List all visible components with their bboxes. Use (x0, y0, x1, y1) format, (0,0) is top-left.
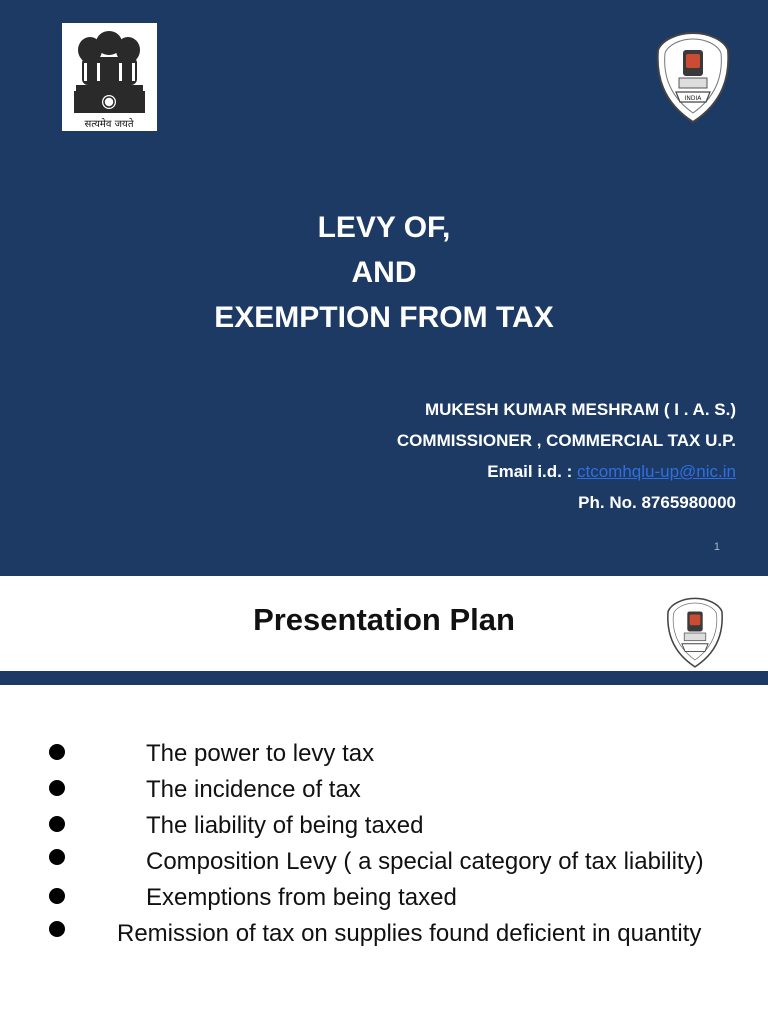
bullet-dot-icon (49, 921, 65, 937)
bullet-dot-icon (49, 849, 65, 865)
author-role: COMMISSIONER , COMMERCIAL TAX U.P. (396, 431, 736, 450)
author-block (397, 394, 736, 518)
email-label: Email i.d. : (487, 462, 577, 481)
list-item-text: Remission of tax on supplies found deficient in quantity (117, 920, 702, 947)
page-number: 1 (713, 541, 720, 553)
emblem-motto: सत्यमेव जयते (84, 119, 134, 130)
list-item-text: The power to levy tax (146, 740, 375, 767)
national-emblem-icon (62, 23, 157, 131)
list-item (0, 739, 768, 768)
plan-list (0, 739, 768, 955)
list-item (0, 811, 768, 840)
list-item (0, 847, 768, 876)
bullet-dot-icon (49, 816, 65, 832)
author-name: MUKESH KUMAR MESHRAM ( I . A. S.) (424, 400, 736, 419)
list-item-text: The incidence of tax (146, 776, 361, 803)
title-line-3: EXEMPTION FROM TAX (214, 301, 554, 334)
list-item-text: Composition Levy ( a special category of tax liability) (146, 848, 704, 875)
list-item (0, 919, 768, 948)
bullet-dot-icon (49, 780, 65, 796)
presentation-plan-slide (0, 576, 768, 1024)
list-item-text: The liability of being taxed (146, 812, 424, 839)
bullet-dot-icon (49, 888, 65, 904)
email-line (397, 456, 736, 487)
title-line-2: AND (351, 256, 417, 289)
department-badge-icon (654, 30, 732, 126)
slide-title (0, 205, 768, 340)
email-link[interactable]: ctcomhqlu-up@nic.in (577, 462, 736, 481)
list-item (0, 883, 768, 912)
bullet-dot-icon (49, 744, 65, 760)
plan-title: Presentation Plan (253, 602, 515, 637)
list-item (0, 775, 768, 804)
title-divider (0, 671, 768, 685)
title-line-1: LEVY OF, (317, 211, 451, 244)
svg-text:INDIA: INDIA (684, 95, 702, 102)
department-badge-icon (665, 596, 725, 670)
phone-number: Ph. No. 8765980000 (578, 493, 736, 512)
list-item-text: Exemptions from being taxed (146, 884, 457, 911)
